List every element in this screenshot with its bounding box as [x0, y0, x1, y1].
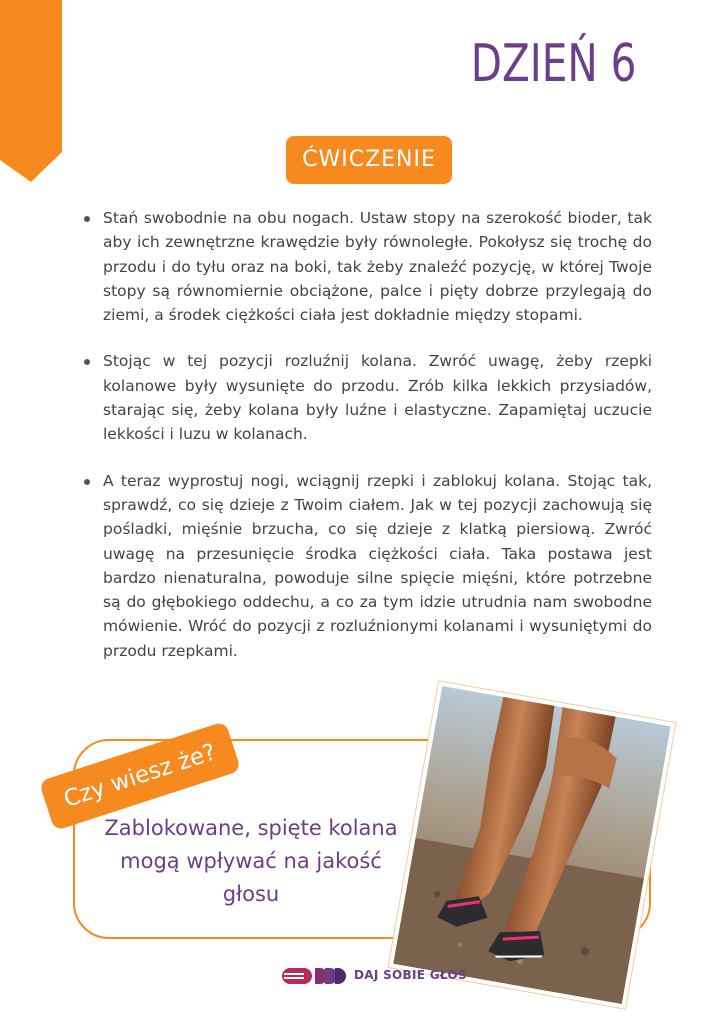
bullet-dot-icon [84, 216, 90, 222]
list-item [80, 349, 652, 446]
section-badge-exercise: ĆWICZENIE [286, 136, 452, 184]
day-title: DZIEŃ 6 [470, 34, 636, 94]
knee-photo [389, 681, 676, 1008]
bullet-dot-icon [84, 479, 90, 485]
bullet-dot-icon [84, 359, 90, 365]
brand-logo-icon [282, 964, 346, 988]
list-item [80, 206, 652, 327]
did-you-know-badge: Czy wiesz że? [39, 721, 241, 831]
bullet-text: A teraz wyprostuj nogi, wciągnij rzepki i zablokuj kolana. Stojąc tak, sprawdź, co się dzieje z Twoim ciałem. Jak w tej pozycji zachowują się pośladki, mięśnie brzucha, co się dzieje z klatką piersiową. Zwróć uwagę na przesunięcie środka ciężkości ciała. Taka postawa jest bardzo nienaturalna, powoduje silne spięcie mięśni, które potrzebne są do głębokiego oddechu, a co za tym idzie utrudnia nam swobodne mówienie. Wróć do pozycji z rozluźnionymi kolanami i wysuniętymi do przodu rzepkami. [103, 471, 652, 660]
exercise-bullet-list [80, 206, 652, 685]
did-you-know-text: Zablokowane, spięte kolana mogą wpływać na jakość głosu [104, 816, 398, 906]
brand-name: DAJ SOBIE GŁOS [354, 968, 467, 982]
list-item [80, 469, 652, 663]
orange-bookmark-ribbon [0, 0, 62, 182]
knee-photo-illustration [393, 686, 670, 1004]
bullet-text: Stojąc w tej pozycji rozluźnij kolana. Zwróć uwagę, żeby rzepki kolanowe były wysunięte do przodu. Zrób kilka lekkich przysiadów, starając się, żeby kolana były luźne i elastyczne. Zapamiętaj uczucie lekkości i luzu w kolanach. [103, 352, 652, 444]
bullet-text: Stań swobodnie na obu nogach. Ustaw stopy na szerokość bioder, tak aby ich zewnętrzne krawędzie były równoległe. Pokołysz się trochę do przodu i do tyłu oraz na boki, tak żeby znaleźć pozycję, w której Twoje stopy są równomiernie obciążone, palce i pięty dobrze przylegają do ziemi, a środek ciężkości ciała jest dokładnie między stopami. [103, 209, 652, 325]
